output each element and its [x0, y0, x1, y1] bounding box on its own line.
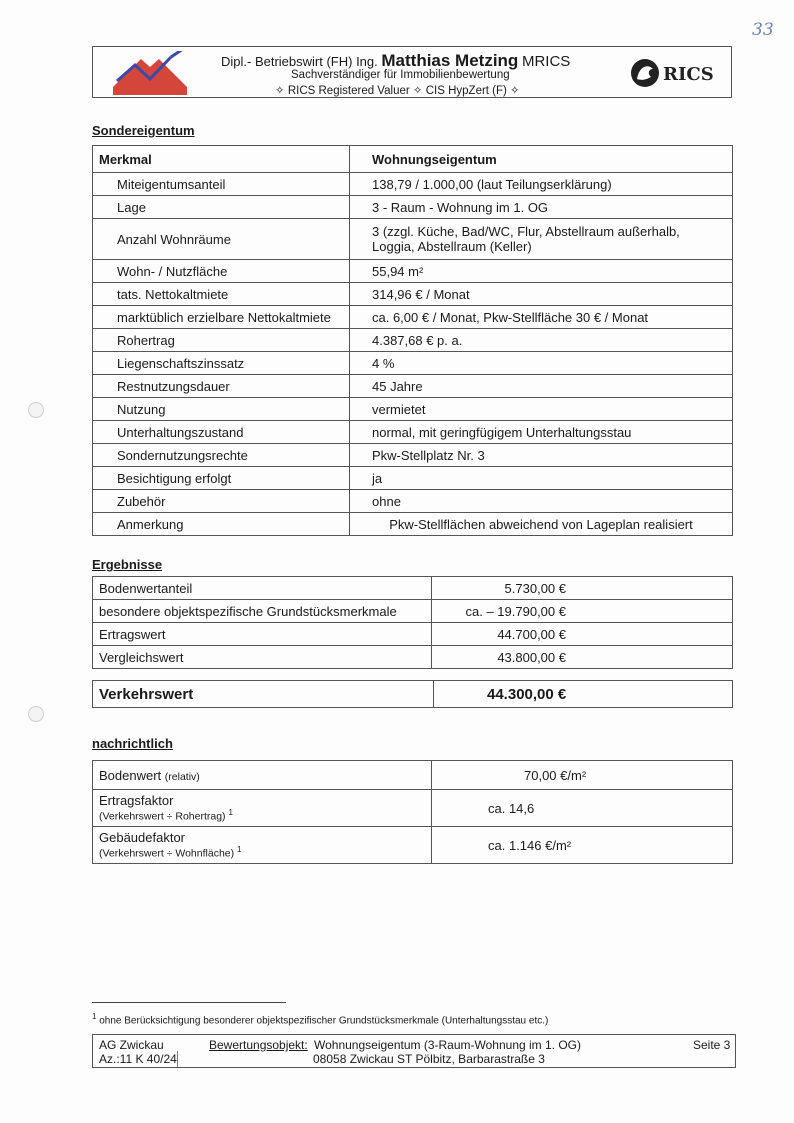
row-value: 70,00 €/m² — [432, 761, 733, 790]
row-key — [93, 761, 432, 790]
table-row — [93, 421, 733, 444]
footer-page-number: Seite 3 — [693, 1038, 731, 1052]
footnote — [92, 1012, 548, 1026]
footnote-mark: 1 — [92, 1012, 97, 1021]
table-header-row — [93, 146, 733, 173]
table-row — [93, 260, 733, 283]
letterhead-line-3: ✧ RICS Registered Valuer ✧ CIS HypZert (F) ✧ — [275, 85, 520, 97]
footer-object-label: Bewertungsobjekt: — [209, 1038, 308, 1052]
table-row — [93, 352, 733, 375]
author-suffix: MRICS — [521, 53, 571, 70]
row-value: vermietet — [350, 398, 733, 421]
footnote-ref: 1 — [237, 845, 242, 855]
row-value: 55,94 m² — [350, 260, 733, 283]
row-key: Unterhaltungszustand — [93, 421, 350, 444]
row-key: Nutzung — [93, 398, 350, 421]
row-value: 3 - Raum - Wohnung im 1. OG — [350, 196, 733, 219]
footer-file-number: Az.:11 K 40/24 — [99, 1052, 177, 1066]
table-row — [93, 398, 733, 421]
table-row — [93, 196, 733, 219]
letterhead — [92, 46, 732, 98]
row-value: Pkw-Stellplatz Nr. 3 — [350, 444, 733, 467]
header-wohnungseigentum: Wohnungseigentum — [350, 146, 733, 173]
footnote-text: ohne Berücksichtigung besonderer objektspezifischer Grundstücksmerkmale (Unterhaltungsstau etc.) — [99, 1015, 549, 1027]
row-value: 314,96 € / Monat — [350, 283, 733, 306]
row-key: besondere objektspezifische Grundstücksmerkmale — [93, 600, 432, 623]
table-row — [93, 283, 733, 306]
row-key: Bodenwertanteil — [93, 577, 432, 600]
verkehrswert-label: Verkehrswert — [99, 686, 194, 703]
section-title-nachrichtlich: nachrichtlich — [92, 736, 173, 751]
row-key: Wohn- / Nutzfläche — [93, 260, 350, 283]
table-row — [93, 490, 733, 513]
row-key: Liegenschaftszinssatz — [93, 352, 350, 375]
row-value: ohne — [350, 490, 733, 513]
ergebnisse-table — [92, 576, 733, 669]
row-value: 4.387,68 € p. a. — [350, 329, 733, 352]
table-row — [93, 600, 733, 623]
footer-divider — [177, 1051, 178, 1067]
row-key: Anzahl Wohnräume — [93, 219, 350, 260]
svg-text:RICS: RICS — [663, 64, 714, 85]
footnote-separator — [92, 1002, 286, 1003]
author-name: Matthias Metzing — [381, 51, 519, 70]
table-row — [93, 623, 733, 646]
table-row — [93, 513, 733, 536]
author-title: Dipl.- Betriebswirt (FH) Ing. — [221, 54, 378, 69]
punch-hole — [28, 402, 44, 418]
row-key: Besichtigung erfolgt — [93, 467, 350, 490]
verkehrswert-divider — [433, 681, 434, 707]
verkehrswert-box — [92, 680, 733, 708]
table-row — [93, 375, 733, 398]
table-row — [93, 577, 733, 600]
row-key: Rohertrag — [93, 329, 350, 352]
page-marker: 33 — [752, 20, 774, 40]
table-row — [93, 790, 733, 827]
row-value: normal, mit geringfügigem Unterhaltungsstau — [350, 421, 733, 444]
table-row — [93, 329, 733, 352]
key-text: Bodenwert — [99, 767, 162, 783]
row-key: Restnutzungsdauer — [93, 375, 350, 398]
rics-logo-icon — [625, 55, 725, 91]
row-value: ca. – 19.790,00 € — [432, 600, 733, 623]
row-key — [93, 827, 432, 864]
table-row — [93, 444, 733, 467]
punch-hole — [28, 706, 44, 722]
key-note: (relativ) — [164, 770, 200, 783]
sondereigentum-table — [92, 145, 733, 536]
row-key: Lage — [93, 196, 350, 219]
row-value: ja — [350, 467, 733, 490]
table-row — [93, 306, 733, 329]
footer-court: AG Zwickau — [99, 1038, 164, 1052]
row-key: marktüblich erzielbare Nettokaltmiete — [93, 306, 350, 329]
key-note: (Verkehrswert ÷ Rohertrag) — [99, 810, 226, 823]
row-value: 45 Jahre — [350, 375, 733, 398]
table-row — [93, 761, 733, 790]
footnote-ref: 1 — [228, 808, 233, 818]
table-row — [93, 646, 733, 669]
table-row — [93, 467, 733, 490]
letterhead-line-1 — [221, 51, 570, 71]
row-value: 3 (zzgl. Küche, Bad/WC, Flur, Abstellraum außerhalb, Loggia, Abstellraum (Keller) — [350, 219, 733, 260]
section-title-sondereigentum: Sondereigentum — [92, 123, 195, 138]
table-row — [93, 827, 733, 864]
verkehrswert-value: 44.300,00 € — [487, 686, 567, 703]
key-text: Gebäudefaktor — [99, 830, 186, 846]
row-key: Sondernutzungsrechte — [93, 444, 350, 467]
footer-object-line-1: Wohnungseigentum (3-Raum-Wohnung im 1. OG) — [314, 1038, 582, 1052]
row-key: tats. Nettokaltmiete — [93, 283, 350, 306]
letterhead-line-2: Sachverständiger für Immobilienbewertung — [291, 69, 510, 81]
row-key: Zubehör — [93, 490, 350, 513]
nachrichtlich-table — [92, 760, 733, 864]
row-value: 138,79 / 1.000,00 (laut Teilungserklärung) — [350, 173, 733, 196]
page-footer — [92, 1034, 736, 1068]
row-value: 44.700,00 € — [432, 623, 733, 646]
row-value: ca. 14,6 — [432, 790, 733, 827]
row-value: Pkw-Stellflächen abweichend von Lageplan realisiert — [350, 513, 733, 536]
row-key: Anmerkung — [93, 513, 350, 536]
section-title-ergebnisse: Ergebnisse — [92, 557, 163, 572]
row-key: Ertragswert — [93, 623, 432, 646]
metzing-logo-icon — [111, 51, 189, 95]
row-value: 5.730,00 € — [432, 577, 733, 600]
table-row — [93, 219, 733, 260]
header-merkmal: Merkmal — [93, 146, 350, 173]
footer-object-line-2: 08058 Zwickau ST Pölbitz, Barbarastraße 3 — [313, 1052, 545, 1066]
row-value: ca. 6,00 € / Monat, Pkw-Stellfläche 30 € / Monat — [350, 306, 733, 329]
row-key: Vergleichswert — [93, 646, 432, 669]
key-note: (Verkehrswert ÷ Wohnfläche) — [99, 847, 235, 860]
table-row — [93, 173, 733, 196]
row-value: ca. 1.146 €/m² — [432, 827, 733, 864]
row-value: 43.800,00 € — [432, 646, 733, 669]
row-key — [93, 790, 432, 827]
key-text: Ertragsfaktor — [99, 793, 174, 809]
row-value: 4 % — [350, 352, 733, 375]
row-key: Miteigentumsanteil — [93, 173, 350, 196]
